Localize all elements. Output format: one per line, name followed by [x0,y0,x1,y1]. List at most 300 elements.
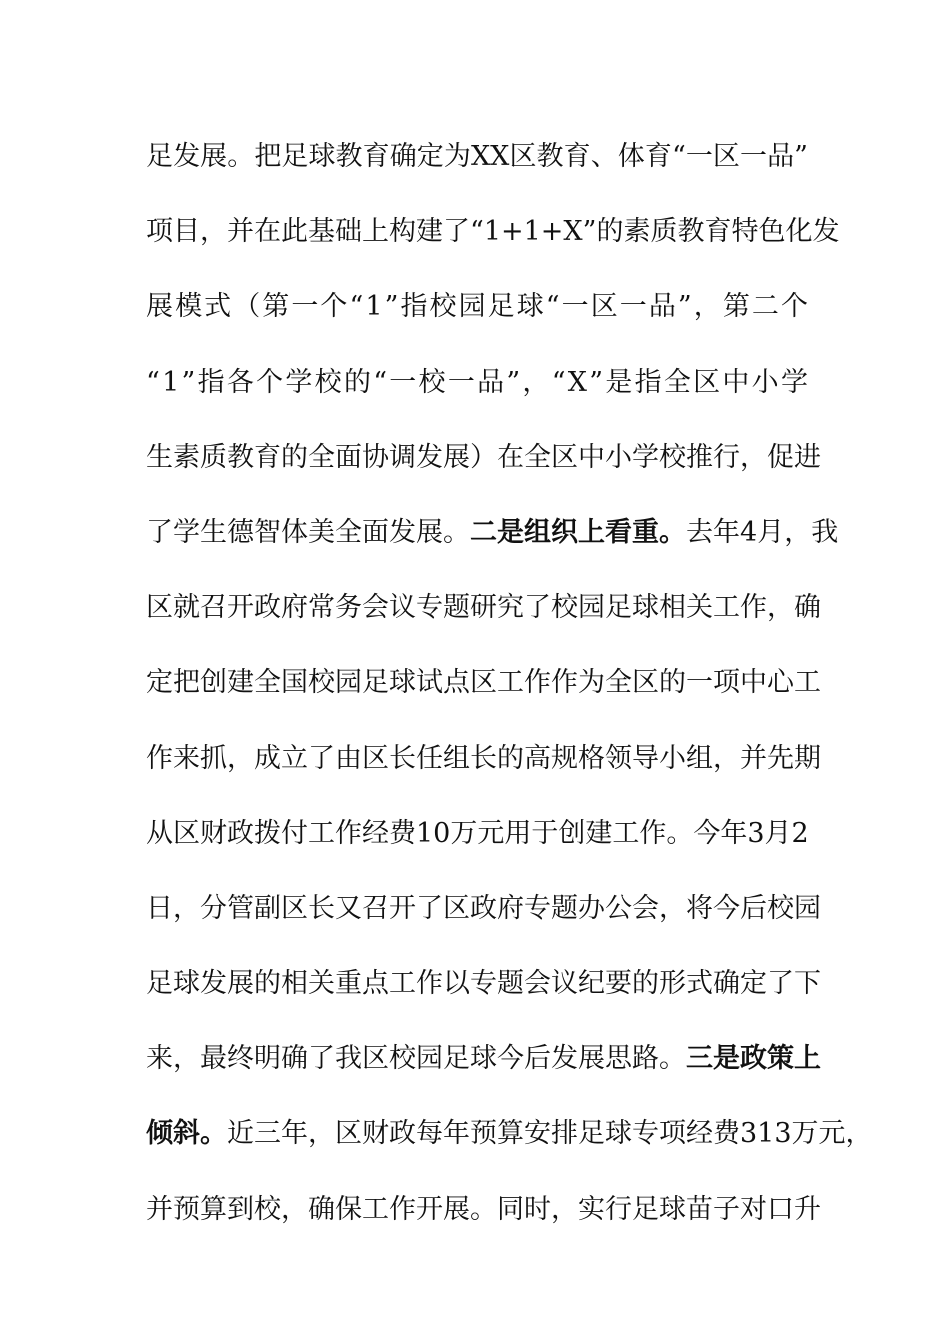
text-char: 成 [254,742,281,774]
text-char: 特 [731,216,759,248]
text-char: 育 [563,141,591,172]
text-char: 议 [551,968,578,1000]
text-char: 拨 [254,817,281,849]
text-char: 今 [693,817,721,849]
text-char: ， [173,1043,200,1075]
text-char: 体 [281,516,308,548]
text-char: 的 [659,667,686,699]
text-char: 育 [254,441,281,473]
text-char: 建 [227,667,254,699]
text-char: 定 [740,968,767,1000]
text-char: 排 [551,1118,578,1150]
text-char: ） [470,441,497,473]
text-char: 日 [146,892,173,924]
text-char: 作 [389,1193,416,1225]
text-char: ” [181,366,196,398]
text-char: 发 [551,1043,578,1075]
text-char: 为 [578,667,605,699]
text-char: 足 [605,592,632,624]
text-char: 足 [146,141,173,172]
text-char: 发 [416,441,443,473]
text-char: 元 [477,817,505,849]
text-char: 就 [173,592,200,624]
text-char: 校 [429,291,457,323]
text-char: 校 [254,1193,281,1225]
text-char: 园 [335,667,362,699]
text-char: 第 [722,291,750,323]
bold-char: 重 [632,516,659,548]
text-char: 足 [281,141,309,172]
text-char: 了 [443,216,470,248]
text-char: 付 [281,817,308,849]
text-char: 项 [659,1118,686,1150]
text-char: ， [227,742,254,774]
text-char: 经 [686,1118,713,1150]
text-char: 展 [416,516,443,548]
text-char: 区 [470,667,497,699]
text-char: 预 [470,1118,497,1150]
text-char: 后 [740,892,767,924]
text-char: 园 [458,291,486,323]
text-char: 月 [757,516,785,548]
text-line [146,357,808,432]
text-char: 品 [648,291,676,323]
text-char: 基 [308,216,335,248]
text-char: 议 [389,592,416,624]
text-char: 费 [389,817,416,849]
text-char: 化 [785,216,813,248]
text-char: 年 [281,1118,308,1150]
text-char: 发 [812,216,840,248]
bold-char: 织 [551,516,578,548]
text-char: 并 [146,1193,173,1225]
text-char: ， [551,1193,578,1225]
text-char: 展 [146,291,173,323]
text-char: 二 [751,291,779,323]
text-char: 经 [362,817,389,849]
text-char: 终 [227,1043,254,1075]
text-char: 2 [791,817,809,849]
text-char: 重 [335,968,362,1000]
text-char: 足 [443,1043,470,1075]
text-char: 全 [308,441,335,473]
text-char: 区 [362,1043,389,1075]
text-char: 来 [173,742,200,774]
text-char: 分 [200,892,227,924]
text-char: 工 [362,1193,389,1225]
text-char: 明 [254,1043,281,1075]
text-char: 式 [204,291,232,323]
text-char: “ [146,366,160,398]
text-char: 长 [308,892,335,924]
text-char: 1 [365,291,383,323]
text-char: 区 [335,1118,362,1150]
text-char: 规 [551,742,578,774]
text-char: 作 [551,667,578,699]
text-char: 对 [740,1193,767,1225]
text-char: 展 [227,968,254,1000]
text-char: 。 [227,141,255,172]
text-char: “ [349,291,364,323]
text-char: 我 [335,1043,362,1075]
text-char: 。 [659,1043,686,1075]
bold-char: 上 [578,516,605,548]
text-char: 项 [713,667,740,699]
text-char: 究 [497,592,524,624]
text-char: 育 [704,216,732,248]
text-char: 作 [639,817,667,849]
text-char: 工 [497,667,524,699]
text-char: 德 [227,516,254,548]
text-char: ， [713,742,740,774]
bold-char: 倾 [146,1118,173,1150]
text-char: “ [671,141,686,172]
text-char: 确 [308,1193,335,1225]
text-char: 区 [712,141,740,172]
text-char: 组 [686,742,713,774]
text-char: 先 [767,742,794,774]
text-char: 础 [335,216,362,248]
text-char: 费 [713,1118,740,1150]
text-char: 的 [497,742,524,774]
text-char: 试 [416,667,443,699]
text-char: 题 [497,968,524,1000]
text-char: 教 [536,141,564,172]
text-char: 常 [308,592,335,624]
text-char: 题 [443,592,470,624]
text-char: 预 [173,1193,200,1225]
text-char: 式 [686,968,713,1000]
text-char: 万 [450,817,478,849]
text-char: 区 [443,892,470,924]
text-char: 确 [389,141,417,172]
text-char: 从 [146,817,173,849]
text-char: 个 [256,366,284,398]
text-line [146,1033,821,1108]
text-char: 发 [389,516,416,548]
text-char: 。 [666,817,694,849]
text-char: 素 [173,441,200,473]
text-char: ， [200,216,227,248]
text-char: 指 [634,366,662,398]
text-char: 球 [308,141,336,172]
text-char: 最 [200,1043,227,1075]
text-char: 构 [389,216,416,248]
text-line [146,206,840,281]
text-char: 球 [389,667,416,699]
text-char: ， [784,516,812,548]
text-char: 苗 [686,1193,713,1225]
text-char: 纪 [578,968,605,1000]
text-char: 足 [146,968,173,1000]
text-char: 后 [524,1043,551,1075]
text-char: ” [384,291,399,323]
text-char: 月 [764,817,792,849]
text-char: 品 [477,366,505,398]
text-char: 高 [524,742,551,774]
text-char: 展 [200,141,228,172]
text-char: 校 [659,441,686,473]
text-char: 区 [146,592,173,624]
text-char: 4 [740,516,758,548]
text-char: 期 [794,742,821,774]
text-char: 召 [200,592,227,624]
text-char: 目 [173,216,200,248]
text-char: 创 [558,817,586,849]
text-char: 点 [362,968,389,1000]
text-char: 确 [794,592,821,624]
text-char: 。 [443,516,470,548]
text-char: 发 [200,968,227,1000]
text-char: 相 [281,968,308,1000]
text-char: 定 [146,667,173,699]
text-char: ， [845,1118,873,1150]
text-char: 公 [605,892,632,924]
text-char: 全 [605,667,632,699]
text-char: 个 [780,291,808,323]
text-char: 国 [281,667,308,699]
text-char: 区 [362,742,389,774]
text-char: 展 [443,441,470,473]
text-char: 生 [146,441,173,473]
text-char: 球 [632,592,659,624]
text-char: 工 [612,817,640,849]
text-char: 办 [578,892,605,924]
text-char: X [567,366,587,398]
text-char: 园 [794,892,821,924]
text-char: 长 [389,742,416,774]
text-char: 路 [632,1043,659,1075]
text-char: 校 [551,592,578,624]
text-char: 会 [524,968,551,1000]
text-char: 进 [794,441,821,473]
text-char: 了 [308,742,335,774]
text-char: 政 [389,1118,416,1150]
text-char: 专 [524,892,551,924]
text-char: 口 [767,1193,794,1225]
text-char: 领 [605,742,632,774]
text-char: 上 [362,216,389,248]
text-char: 区 [281,892,308,924]
text-char: 府 [497,892,524,924]
text-line [146,1184,821,1259]
text-char: 万 [791,1118,819,1150]
text-char: ” [589,366,604,398]
text-char: 确 [281,1043,308,1075]
text-char: 研 [470,592,497,624]
text-char: 展 [443,1193,470,1225]
text-char: ， [173,892,200,924]
text-char: 球 [516,291,544,323]
text-line [146,733,821,808]
text-char: ， [659,892,686,924]
text-char: 区 [693,366,721,398]
text-char: 为 [443,141,471,172]
text-char: （ [233,291,261,323]
text-char: 区 [509,141,537,172]
bold-char: 斜 [173,1118,200,1150]
text-char: 保 [335,1193,362,1225]
text-line [146,1108,873,1183]
bold-char: 政 [740,1043,767,1075]
text-char: 全 [335,516,362,548]
text-line [146,657,821,732]
text-char: 副 [254,892,281,924]
text-char: 是 [605,366,633,398]
text-char: “ [545,291,560,323]
text-char: 开 [416,1193,443,1225]
text-char: 生 [200,516,227,548]
text-char: 足 [362,667,389,699]
text-char: 推 [686,441,713,473]
text-char: 面 [362,516,389,548]
text-char: 形 [659,968,686,1000]
text-char: 全 [254,667,281,699]
text-char: 要 [605,968,632,1000]
text-char: 财 [362,1118,389,1150]
text-char: 府 [281,592,308,624]
text-line [146,808,808,883]
text-char: 球 [659,1193,686,1225]
text-char: ” [582,216,597,248]
text-char: 来 [146,1043,173,1075]
text-char: 一 [685,141,713,172]
text-char: 关 [308,968,335,1000]
bold-char: 二 [470,516,497,548]
text-char: 作 [146,742,173,774]
text-char: 行 [713,441,740,473]
text-char: 球 [173,968,200,1000]
text-char: 开 [389,892,416,924]
text-char: 年 [713,516,740,548]
text-char: 每 [416,1118,443,1150]
text-char: 的 [254,968,281,1000]
text-char: 教 [335,141,363,172]
text-char: 行 [605,1193,632,1225]
text-char: 用 [504,817,532,849]
text-char: ” [677,291,692,323]
text-char: 于 [531,817,559,849]
text-char: 球 [605,1118,632,1150]
text-char: 务 [335,592,362,624]
text-char: 。 [470,1193,497,1225]
text-char: 学 [632,441,659,473]
text-char: 教 [227,441,254,473]
text-char: 近 [227,1118,254,1150]
text-char: 区 [551,441,578,473]
text-char: 素 [623,216,651,248]
text-char: 相 [659,592,686,624]
text-char: 质 [650,216,678,248]
text-char: 一 [447,366,475,398]
text-char: 校 [389,1043,416,1075]
text-char: 专 [632,1118,659,1150]
text-char: 学 [173,516,200,548]
text-char: 教 [677,216,705,248]
text-char: 中 [722,366,750,398]
text-char: 在 [254,216,281,248]
text-char: 10 [416,817,451,849]
text-char: 把 [254,141,282,172]
text-char: 足 [632,1193,659,1225]
bold-char: 是 [713,1043,740,1075]
bold-char: 三 [686,1043,713,1075]
text-line [146,507,839,582]
text-line [146,582,821,657]
text-char: 1+1+X [483,216,583,248]
text-char: 一 [291,291,319,323]
text-char: 调 [389,441,416,473]
text-line [146,958,821,1033]
text-char: 色 [758,216,786,248]
text-char: 题 [551,892,578,924]
text-char: 全 [663,366,691,398]
text-char: 品 [767,141,795,172]
text-char: 质 [200,441,227,473]
text-char: 抓 [200,742,227,774]
text-char: 今 [497,1043,524,1075]
text-char: 发 [173,141,201,172]
text-char: 算 [200,1193,227,1225]
bold-char: 上 [794,1043,821,1075]
text-char: 又 [335,892,362,924]
text-char: 工 [794,667,821,699]
text-char: 学 [285,366,313,398]
bold-char: 。 [659,516,686,548]
text-char: 中 [740,667,767,699]
text-char: 美 [308,516,335,548]
text-char: 一 [686,667,713,699]
text-char: 区 [590,291,618,323]
text-char: 各 [226,366,254,398]
text-char: 我 [811,516,839,548]
text-char: 个 [320,291,348,323]
text-char: 小 [605,441,632,473]
text-char: 升 [794,1193,821,1225]
bold-char: 是 [497,516,524,548]
text-char: 专 [470,968,497,1000]
text-char: 313 [740,1118,792,1150]
text-char: 协 [362,441,389,473]
text-char: 导 [632,742,659,774]
text-char: 年 [720,817,748,849]
text-char: ， [767,592,794,624]
text-char: ， [281,1193,308,1225]
text-char: 一 [739,141,767,172]
text-char: 会 [362,592,389,624]
text-char: 学 [780,366,808,398]
text-char: 足 [578,1118,605,1150]
text-char: 此 [281,216,308,248]
text-char: 1 [162,366,180,398]
text-char: 促 [767,441,794,473]
text-char: 政 [254,592,281,624]
text-char: 开 [227,592,254,624]
text-char: 了 [416,892,443,924]
text-char: 全 [524,441,551,473]
text-char: 一 [389,366,417,398]
text-char: 展 [578,1043,605,1075]
text-char: 今 [713,892,740,924]
text-char: 球 [470,1043,497,1075]
text-char: 一 [561,291,589,323]
text-char: 格 [578,742,605,774]
text-char: 体 [617,141,645,172]
text-char: 会 [632,892,659,924]
text-char: 年 [443,1118,470,1150]
text-char: 由 [335,742,362,774]
text-char: 作 [740,592,767,624]
